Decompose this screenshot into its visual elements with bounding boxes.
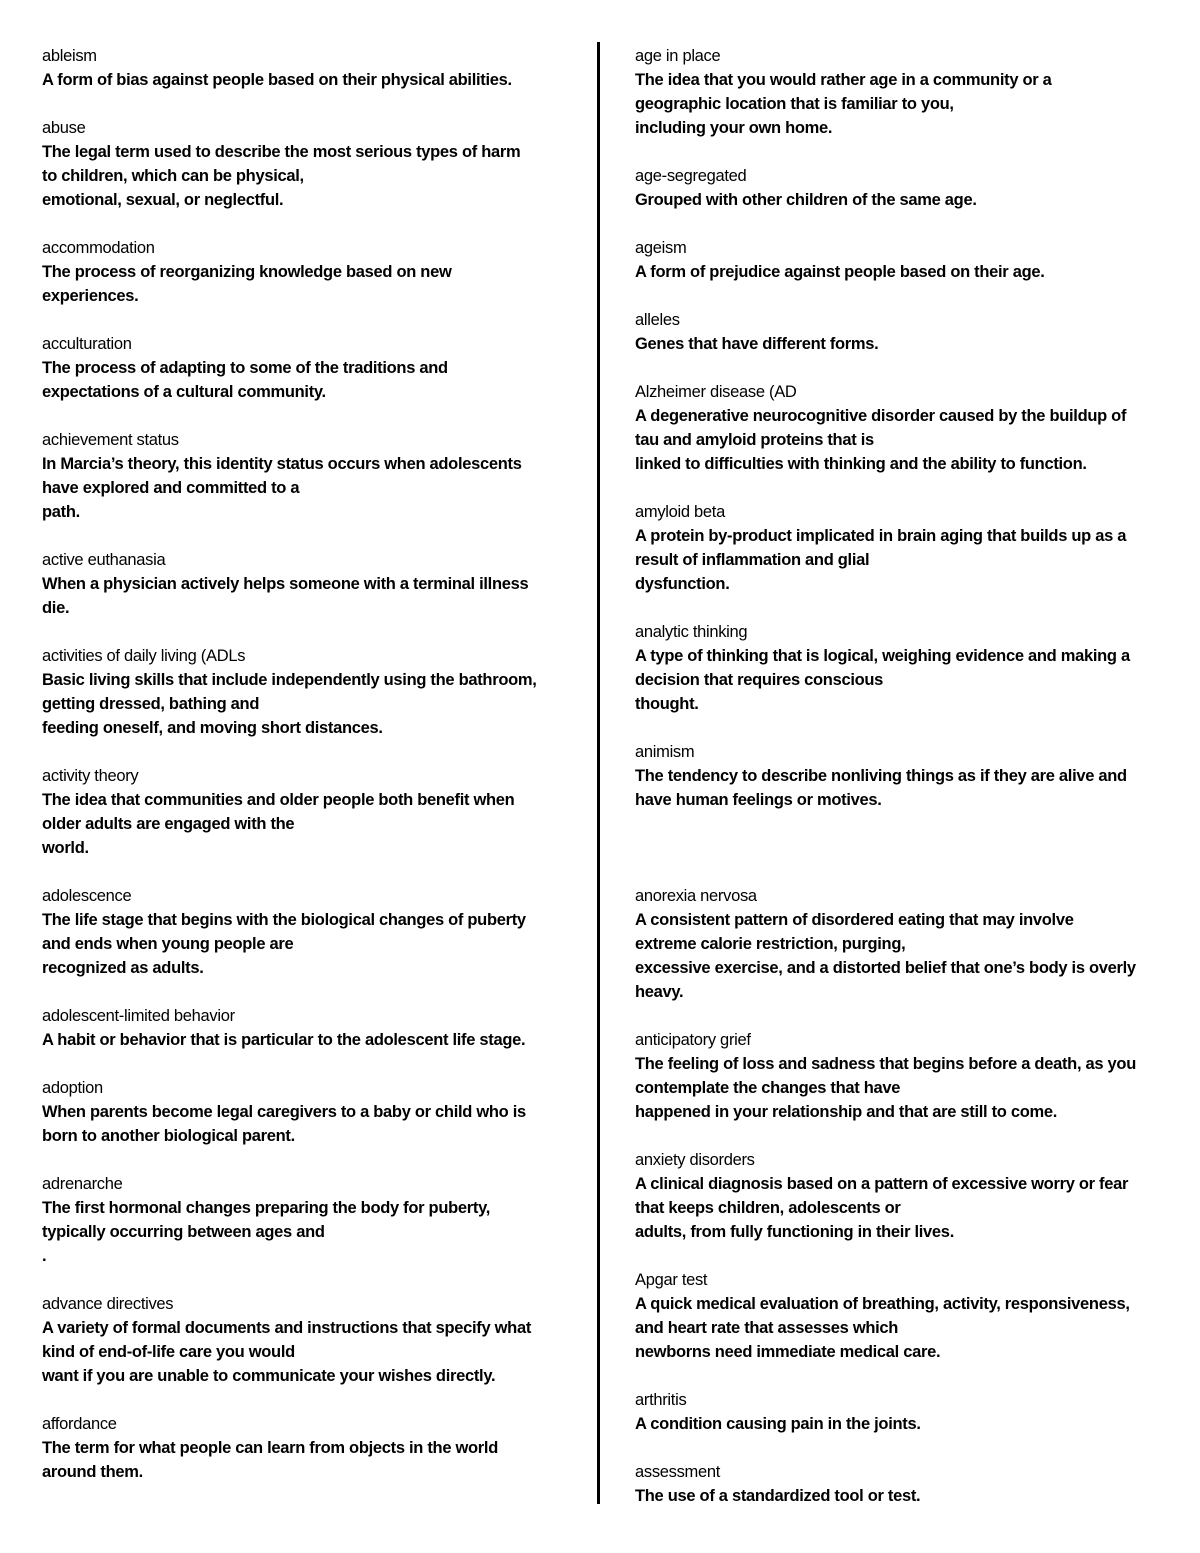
- glossary-definition-line: The feeling of loss and sadness that begins before a death, as you: [635, 1055, 1136, 1073]
- glossary-definition-line: A degenerative neurocognitive disorder caused by the buildup of: [635, 407, 1127, 425]
- glossary-entry: [635, 1460, 1175, 1508]
- column-divider: [597, 42, 600, 1504]
- glossary-definition-line: experiences.: [42, 287, 139, 305]
- glossary-definition-line: world.: [42, 839, 89, 857]
- glossary-entry: [635, 1388, 1175, 1436]
- glossary-term: activity theory: [42, 767, 139, 785]
- glossary-definition-line: extreme calorie restriction, purging,: [635, 935, 906, 953]
- glossary-definition-line: The first hormonal changes preparing the body for puberty,: [42, 1199, 491, 1217]
- glossary-definition-line: happened in your relationship and that are still to come.: [635, 1103, 1058, 1121]
- glossary-term: amyloid beta: [635, 503, 725, 521]
- glossary-definition-line: Basic living skills that include independently using the bathroom,: [42, 671, 537, 689]
- glossary-definition-line: die.: [42, 599, 70, 617]
- glossary-right-column: [635, 44, 1175, 1532]
- glossary-entry: [635, 44, 1175, 140]
- glossary-entry: [635, 164, 1175, 212]
- glossary-definition-line: When a physician actively helps someone with a terminal illness: [42, 575, 529, 593]
- glossary-definition-line: getting dressed, bathing and: [42, 695, 260, 713]
- glossary-definition-line: expectations of a cultural community.: [42, 383, 326, 401]
- glossary-definition-line: around them.: [42, 1463, 143, 1481]
- glossary-term: adrenarche: [42, 1175, 123, 1193]
- glossary-term: anorexia nervosa: [635, 887, 757, 905]
- glossary-term: alleles: [635, 311, 680, 329]
- glossary-entry: [635, 380, 1175, 476]
- glossary-term: adolescence: [42, 887, 132, 905]
- glossary-definition-line: have human feelings or motives.: [635, 791, 882, 809]
- glossary-entry: [42, 1292, 572, 1388]
- glossary-entry: [635, 308, 1175, 356]
- glossary-entry: [42, 1172, 572, 1268]
- glossary-term: advance directives: [42, 1295, 174, 1313]
- glossary-entry: [635, 1028, 1175, 1124]
- glossary-definition-line: decision that requires conscious: [635, 671, 884, 689]
- glossary-entry: [635, 620, 1175, 716]
- glossary-entry: [635, 236, 1175, 284]
- glossary-definition-line: The process of reorganizing knowledge based on new: [42, 263, 452, 281]
- glossary-entry: [635, 1268, 1175, 1364]
- glossary-definition-line: that keeps children, adolescents or: [635, 1199, 901, 1217]
- glossary-definition-line: In Marcia’s theory, this identity status occurs when adolescents: [42, 455, 522, 473]
- glossary-term: assessment: [635, 1463, 721, 1481]
- glossary-definition-line: typically occurring between ages and: [42, 1223, 325, 1241]
- glossary-entry: [42, 644, 572, 740]
- glossary-definition-line: thought.: [635, 695, 699, 713]
- glossary-definition-line: and ends when young people are: [42, 935, 294, 953]
- glossary-entry: [42, 1076, 572, 1148]
- glossary-term: ableism: [42, 47, 97, 65]
- glossary-term: abuse: [42, 119, 86, 137]
- glossary-definition-line: A variety of formal documents and instructions that specify what: [42, 1319, 532, 1337]
- glossary-term: adolescent-limited behavior: [42, 1007, 235, 1025]
- glossary-definition-line: A protein by-product implicated in brain aging that builds up as a: [635, 527, 1127, 545]
- glossary-definition-line: including your own home.: [635, 119, 833, 137]
- glossary-definition-line: The life stage that begins with the biological changes of puberty: [42, 911, 526, 929]
- glossary-definition-line: kind of end-of-life care you would: [42, 1343, 295, 1361]
- glossary-term: anticipatory grief: [635, 1031, 751, 1049]
- blank-space: [635, 836, 1175, 884]
- glossary-definition-line: to children, which can be physical,: [42, 167, 304, 185]
- glossary-definition-line: recognized as adults.: [42, 959, 204, 977]
- glossary-definition-line: A clinical diagnosis based on a pattern of excessive worry or fear: [635, 1175, 1129, 1193]
- glossary-definition-line: A habit or behavior that is particular to the adolescent life stage.: [42, 1031, 526, 1049]
- glossary-definition-line: contemplate the changes that have: [635, 1079, 901, 1097]
- glossary-definition-line: and heart rate that assesses which: [635, 1319, 899, 1337]
- glossary-left-column: [42, 44, 572, 1508]
- glossary-definition-line: want if you are unable to communicate your wishes directly.: [42, 1367, 496, 1385]
- glossary-term: age in place: [635, 47, 721, 65]
- glossary-definition-line: have explored and committed to a: [42, 479, 300, 497]
- glossary-term: active euthanasia: [42, 551, 166, 569]
- glossary-term: ageism: [635, 239, 687, 257]
- glossary-definition-line: heavy.: [635, 983, 684, 1001]
- glossary-definition-line: A condition causing pain in the joints.: [635, 1415, 921, 1433]
- glossary-definition-line: born to another biological parent.: [42, 1127, 295, 1145]
- glossary-entry: [635, 740, 1175, 812]
- glossary-definition-line: feeding oneself, and moving short distances.: [42, 719, 383, 737]
- glossary-definition-line: linked to difficulties with thinking and the ability to function.: [635, 455, 1087, 473]
- glossary-definition-line: The legal term used to describe the most serious types of harm: [42, 143, 521, 161]
- glossary-term: acculturation: [42, 335, 132, 353]
- glossary-definition-line: adults, from fully functioning in their lives.: [635, 1223, 954, 1241]
- glossary-entry: [42, 428, 572, 524]
- glossary-definition-line: A form of bias against people based on their physical abilities.: [42, 71, 512, 89]
- glossary-definition-line: A type of thinking that is logical, weighing evidence and making a: [635, 647, 1130, 665]
- glossary-entry: [635, 500, 1175, 596]
- glossary-term: affordance: [42, 1415, 117, 1433]
- glossary-entry: [42, 332, 572, 404]
- glossary-term: activities of daily living (ADLs: [42, 647, 246, 665]
- glossary-term: Alzheimer disease (AD: [635, 383, 797, 401]
- glossary-definition-line: The process of adapting to some of the traditions and: [42, 359, 448, 377]
- glossary-entry: [42, 1004, 572, 1052]
- glossary-definition-line: The idea that communities and older people both benefit when: [42, 791, 515, 809]
- glossary-definition-line: A quick medical evaluation of breathing, activity, responsiveness,: [635, 1295, 1130, 1313]
- glossary-definition-line: excessive exercise, and a distorted belief that one’s body is overly: [635, 959, 1136, 977]
- glossary-definition-line: result of inflammation and glial: [635, 551, 870, 569]
- glossary-entry: [42, 116, 572, 212]
- glossary-term: age-segregated: [635, 167, 747, 185]
- glossary-definition-line: A consistent pattern of disordered eating that may involve: [635, 911, 1074, 929]
- glossary-term: adoption: [42, 1079, 103, 1097]
- glossary-definition-line: older adults are engaged with the: [42, 815, 295, 833]
- glossary-definition-line: dysfunction.: [635, 575, 730, 593]
- glossary-term: achievement status: [42, 431, 179, 449]
- glossary-term: animism: [635, 743, 695, 761]
- glossary-entry: [42, 236, 572, 308]
- glossary-definition-line: tau and amyloid proteins that is: [635, 431, 874, 449]
- glossary-definition-line: Genes that have different forms.: [635, 335, 879, 353]
- glossary-definition-line: The idea that you would rather age in a community or a: [635, 71, 1052, 89]
- glossary-definition-line: geographic location that is familiar to you,: [635, 95, 954, 113]
- glossary-definition-line: path.: [42, 503, 80, 521]
- glossary-entry: [42, 44, 572, 92]
- glossary-definition-line: .: [42, 1247, 47, 1265]
- glossary-entry: [635, 884, 1175, 1004]
- glossary-term: anxiety disorders: [635, 1151, 755, 1169]
- glossary-definition-line: The use of a standardized tool or test.: [635, 1487, 921, 1505]
- glossary-term: accommodation: [42, 239, 155, 257]
- glossary-entry: [42, 764, 572, 860]
- glossary-definition-line: The term for what people can learn from objects in the world: [42, 1439, 498, 1457]
- glossary-definition-line: newborns need immediate medical care.: [635, 1343, 941, 1361]
- glossary-definition-line: A form of prejudice against people based on their age.: [635, 263, 1045, 281]
- glossary-definition-line: When parents become legal caregivers to a baby or child who is: [42, 1103, 526, 1121]
- glossary-definition-line: emotional, sexual, or neglectful.: [42, 191, 284, 209]
- glossary-term: Apgar test: [635, 1271, 708, 1289]
- glossary-entry: [42, 1412, 572, 1484]
- glossary-definition-line: Grouped with other children of the same age.: [635, 191, 977, 209]
- glossary-term: analytic thinking: [635, 623, 748, 641]
- glossary-term: arthritis: [635, 1391, 687, 1409]
- glossary-entry: [42, 884, 572, 980]
- glossary-entry: [635, 1148, 1175, 1244]
- glossary-entry: [42, 548, 572, 620]
- glossary-definition-line: The tendency to describe nonliving things as if they are alive and: [635, 767, 1127, 785]
